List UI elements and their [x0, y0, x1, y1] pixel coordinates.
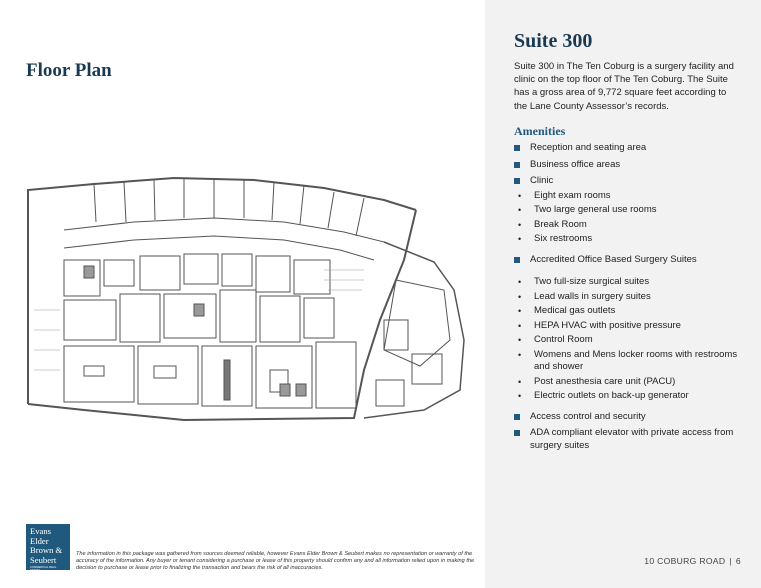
square-bullet-icon	[514, 162, 520, 168]
amenities-list	[514, 142, 750, 452]
sub-item-label: Control Room	[534, 334, 593, 345]
dot-bullet-icon: •	[518, 291, 522, 302]
amenity-label: Access control and security	[530, 410, 646, 422]
sub-item	[516, 390, 750, 403]
suite-description: Suite 300 in The Ten Coburg is a surgery facility and clinic on the top floor of The Ten Coburg. The Suite has a gross area of 9,772 square feet according to the Lane County Assessor’s records.	[514, 61, 734, 112]
square-bullet-icon	[514, 414, 520, 420]
amenity-item	[514, 411, 750, 424]
disclaimer-text: The information in this package was gathered from sources deemed reliable, however Evans Elder Brown & Seubert makes no representation or warranty of the accuracy of the information. Any buyer or tenant considering a purchase or lease of this property should confirm any and all information relied upon in making the decision to purchase or lease prior to finalizing the transaction and bears the risk of all inaccuracies.	[76, 550, 475, 572]
dot-bullet-icon: •	[518, 376, 522, 387]
amenity-item	[514, 427, 750, 452]
sub-item-label: Two full-size surgical suites	[534, 276, 650, 287]
sub-item	[516, 276, 750, 289]
logo-line: Evans	[30, 526, 52, 536]
sub-item-label: Break Room	[534, 218, 587, 230]
logo-line: Brown &	[30, 545, 63, 555]
sub-item	[516, 349, 750, 374]
logo-line: Elder	[30, 535, 49, 546]
page-footer	[644, 556, 741, 566]
amenity-item	[514, 254, 750, 267]
dot-bullet-icon: •	[518, 320, 522, 331]
square-bullet-icon	[514, 257, 520, 263]
dot-bullet-icon: •	[518, 391, 522, 401]
dot-bullet-icon: •	[518, 205, 522, 215]
amenity-item	[514, 159, 750, 172]
sub-item-label: Post anesthesia care unit (PACU)	[534, 375, 676, 387]
amenity-label: Business office areas	[530, 158, 621, 170]
sub-item-label: Lead walls in surgery suites	[534, 290, 651, 302]
sub-item-label: Womens and Mens locker rooms with restrooms and shower	[534, 348, 738, 372]
company-logo	[26, 524, 70, 570]
dot-bullet-icon: •	[518, 335, 522, 345]
sub-item	[516, 320, 750, 333]
sub-item	[516, 204, 750, 217]
amenity-item	[514, 142, 750, 155]
amenity-item	[514, 175, 750, 188]
square-bullet-icon	[514, 430, 520, 436]
dot-bullet-icon: •	[518, 277, 522, 287]
sub-item	[516, 334, 750, 347]
suite-title: Suite 300	[514, 30, 593, 52]
amenity-label: Clinic	[530, 175, 554, 186]
sub-item	[516, 190, 750, 203]
sub-item-label: Medical gas outlets	[534, 305, 616, 316]
page-number: 6	[735, 556, 741, 566]
dot-bullet-icon: •	[518, 219, 522, 230]
footer-property: 10 COBURG ROAD	[644, 556, 726, 566]
surgery-sublist	[514, 276, 750, 403]
amenity-label: ADA compliant elevator with private access from surgery suites	[530, 427, 734, 451]
amenities-heading: Amenities	[514, 124, 566, 138]
sub-item	[516, 376, 750, 389]
dot-bullet-icon: •	[518, 234, 522, 244]
sub-item-label: Two large general use rooms	[534, 204, 657, 215]
sub-item-label: HEPA HVAC with positive pressure	[534, 319, 681, 331]
amenity-label: Reception and seating area	[530, 142, 647, 153]
sub-item-label: Electric outlets on back-up generator	[534, 390, 689, 401]
clinic-sublist	[514, 190, 750, 246]
square-bullet-icon	[514, 145, 520, 151]
sub-item	[516, 233, 750, 246]
dot-bullet-icon: •	[518, 190, 522, 201]
dot-bullet-icon: •	[518, 349, 522, 360]
amenity-label: Accredited Office Based Surgery Suites	[530, 253, 697, 265]
floor-plan-drawing	[24, 170, 484, 430]
sub-item	[516, 219, 750, 232]
sub-item-label: Six restrooms	[534, 233, 593, 244]
floor-plan-title: Floor Plan	[26, 60, 112, 81]
sub-item-label: Eight exam rooms	[534, 189, 611, 201]
sub-item	[516, 305, 750, 318]
footer-divider: |	[729, 556, 732, 566]
logo-tagline: COMMERCIAL REAL ESTATE	[30, 566, 57, 572]
sub-item	[516, 291, 750, 304]
dot-bullet-icon: •	[518, 306, 522, 316]
square-bullet-icon	[514, 178, 520, 184]
logo-line: Seubert	[30, 554, 57, 565]
